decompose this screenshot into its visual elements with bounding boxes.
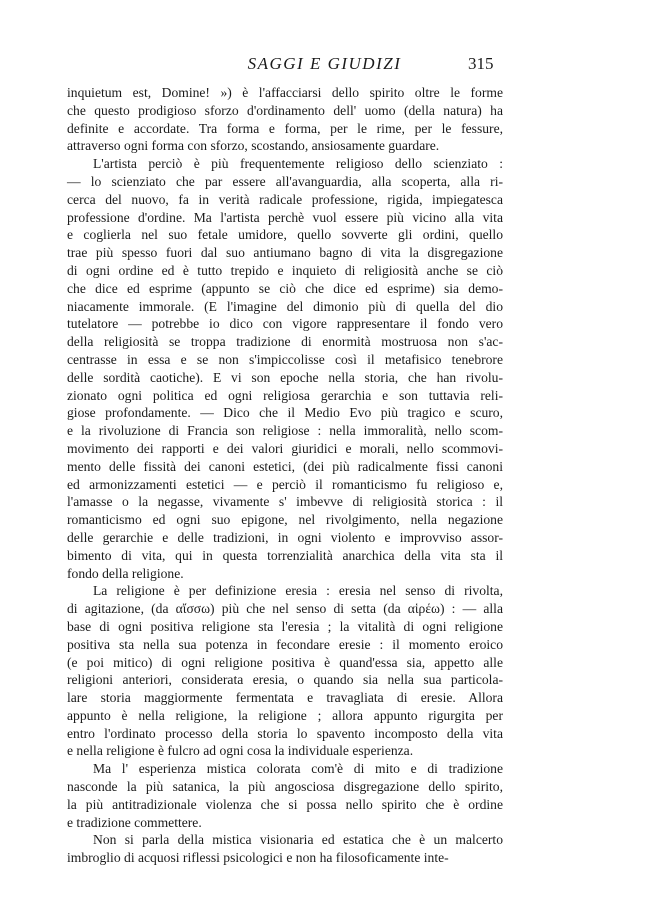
page-header-title: SAGGI E GIUDIZI (247, 54, 402, 73)
text-line: e tradizione commettere. (67, 814, 202, 830)
text-line: bimento di vita, qui in questa torrenzialità anarchica della vita sta il (67, 547, 503, 563)
text-line: definite e accordate. Tra forma e forma, per le rime, per le fessure, (67, 120, 503, 136)
text-line: movimento dei rapporti e dei valori giuridici e morali, nello scommovi- (67, 440, 503, 456)
text-line: che dice ed esprime (appunto se ciò che dice ed esprime) sia demo- (67, 280, 503, 296)
paragraph (67, 831, 503, 867)
text-line: religioni anteriori, considerata eresia, o quando sia nella sua particola- (67, 672, 503, 688)
text-line: La religione è per definizione eresia : eresia nel senso di rivolta, (93, 583, 503, 599)
text-line: entro l'ordinato processo della storia lo spavento incomposto della vita (67, 725, 503, 741)
text-line: e coglierla nel suo fetale umidore, quello sovverte gli ordini, quello (67, 227, 503, 243)
paragraph (67, 582, 503, 760)
text-line: romanticismo ed ogni suo epigone, nel rivolgimento, nella negazione (67, 512, 503, 528)
text-line: Ma l' esperienza mistica colorata com'è di mito e di tradizione (93, 761, 503, 777)
text-line: fondo della religione. (67, 565, 184, 581)
text-line: lare storia maggiormente fermentata e travagliata di eresie. Allora (67, 690, 503, 706)
text-line: professione d'ordine. Ma l'artista perchè vuol essere più vicino alla vita (67, 209, 503, 225)
text-line: trae più spesso fuori dal suo antiumano bagno di vita la disgregazione (67, 245, 503, 261)
text-line: giose profondamente. — Dico che il Medio Evo più tragico e scuro, (67, 405, 503, 421)
text-line: niacamente immorale. (E l'imagine del dimonio più di quella del dio (67, 298, 503, 314)
text-line: (e poi mitico) di ogni religione positiva è quand'essa sia, appetto alle (67, 654, 503, 670)
text-line: e nella religione è fulcro ad ogni cosa la individuale esperienza. (67, 743, 414, 759)
paragraph (67, 155, 503, 582)
text-line: delle gerarchie e delle tradizioni, in ogni violento e improvviso assor- (67, 529, 503, 545)
text-line: inquietum est, Domine! ») è l'affacciarsi dello spirito oltre le forme (67, 85, 503, 100)
paragraph (67, 84, 503, 155)
text-line: zionato ogni politica ed ogni religiosa gerarchia e son tuttavia reli- (67, 387, 503, 403)
text-line: attraverso ogni forma con sforzo, scostando, ansiosamente guardare. (67, 138, 440, 154)
text-line: nasconde la più satanica, la più angosciosa disgregazione dello spirito, (67, 779, 503, 795)
text-line: appunto è nella religione, la religione ; allora appunto rigurgita per (67, 707, 503, 723)
text-line: della religiosità se troppa tradizione di enormità mostruosa non s'ac- (67, 334, 503, 350)
text-line: di ogni ordine ed è tutto trepido e inquieto di religiosità anche se ciò (67, 262, 503, 278)
text-line: ed armonizzamenti estetici — e perciò il romanticismo fu religioso e, (67, 476, 503, 492)
text-line: l'amasse o la negasse, vivamente s' imbevve di religiosità storica : il (67, 494, 503, 510)
text-line: positiva sta nella sua potenza in fecondare eresie : il momento eroico (67, 636, 503, 652)
text-line: cerca del nuovo, fa in verità radicale professione, rigida, impiegatesca (67, 191, 503, 207)
text-line: e la rivoluzione di Francia son religiose : nella immoralità, nello scom- (67, 423, 503, 439)
text-line: mento delle fissità dei canoni estetici, (dei più radicalmente fissi canoni (67, 458, 503, 474)
running-head (0, 54, 649, 76)
text-line: che questo prodigioso sforzo d'ordinamento dell' uomo (della natura) ha (67, 102, 503, 118)
text-line: imbroglio di acquosi riflessi psicologici e non ha filosoficamente inte- (67, 850, 449, 866)
text-line: base di ogni positiva religione sta l'eresia ; la vitalità di ogni religione (67, 618, 503, 634)
text-line: la più antitradizionale violenza che si possa nello spirito che è ordine (67, 796, 503, 812)
text-line: — lo scienziato che par essere all'avanguardia, alla scoperta, alla ri- (67, 173, 503, 189)
page-number: 315 (468, 54, 494, 73)
text-line: centrasse in essa e se non s'impiccolisse così il metafisico tenebrore (67, 351, 503, 367)
text-line: tutelatore — potrebbe io dico con vigore rappresentare il fondo vero (67, 316, 503, 332)
paragraph (67, 760, 503, 831)
text-line: Non si parla della mistica visionaria ed estatica che è un malcerto (93, 832, 503, 848)
text-line: di agitazione, (da αἴσσω) più che nel senso di setta (da αἱρέω) : — alla (67, 601, 503, 617)
text-line: L'artista perciò è più frequentemente religioso dello scienziato : (93, 156, 503, 172)
text-line: delle sordità caotiche). E vi son epoche nella storia, che han rivolu- (67, 369, 503, 385)
body-text (67, 84, 503, 867)
